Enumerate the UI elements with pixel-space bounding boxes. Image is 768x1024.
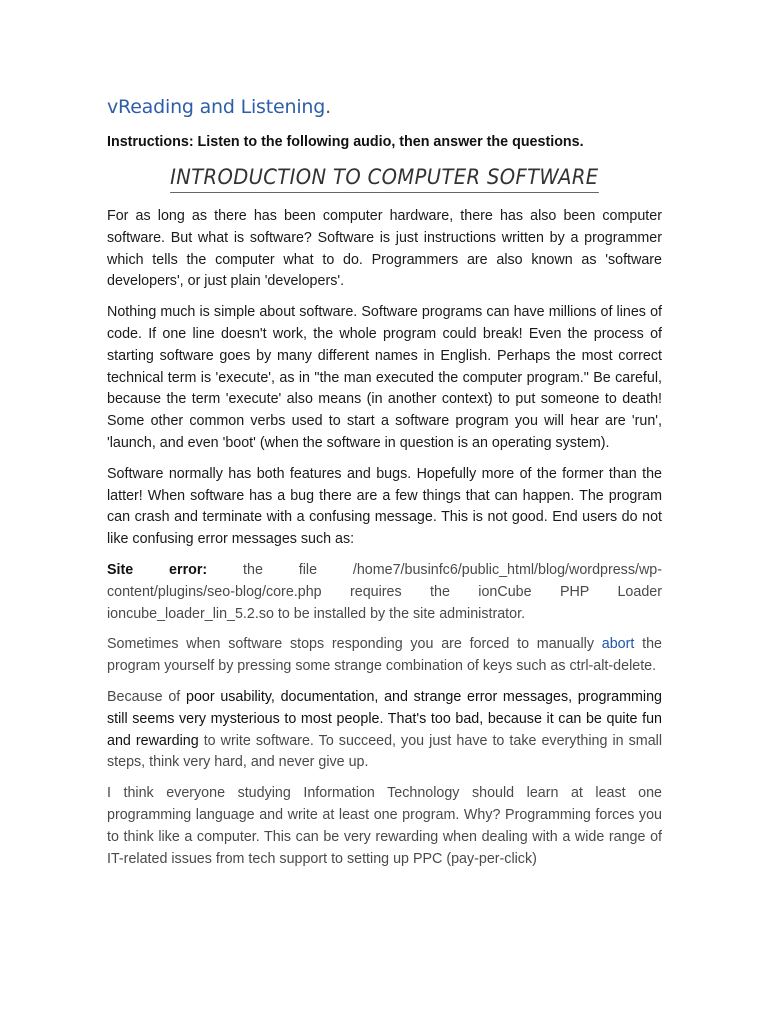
paragraph-3: Software normally has both features and bugs. Hopefully more of the former than the latter! When software has a bug there are a few things that can happen. The program can crash and terminate with a confusing message. This is not good. End users do not like confusing error messages such as: (107, 465, 662, 548)
section-heading-period: . (325, 96, 331, 118)
paragraph-5-before: Sometimes when software stops responding you are forced to manually (107, 636, 602, 653)
abort-link[interactable]: abort (601, 636, 635, 653)
paragraph-1: For as long as there has been computer hardware, there has also been computer software. But what is software? Software is just instructions written by a programmer which tells the computer what to do. Programmers are also known as 'software developers', or just plain 'developers'. (107, 208, 662, 290)
paragraph-error-example (107, 560, 662, 625)
section-heading (107, 92, 662, 122)
paragraph-6 (107, 687, 662, 774)
paragraph-6-end: to write software. To succeed, you just have to take everything in small steps, think very hard, and never give up. (107, 732, 662, 771)
document-title (107, 162, 662, 193)
paragraph-7: I think everyone studying Information Technology should learn at least one programming language and write at least one program. Why? Programming forces you to think like a computer. This can be very rewarding when dealing with a wide range of IT-related issues from tech support to setting up PPC (pay-per-click) (107, 785, 662, 867)
error-message: the file /home7/businfc6/public_html/blog/wordpress/wp-content/plugins/seo-blog/core.php requires the ionCube PHP Loader ioncube_loader_lin_5.2.so to be installed by the site administrator. (107, 561, 662, 622)
paragraph-6-start: Because of (107, 688, 186, 705)
error-label: Site error: (107, 561, 208, 578)
document-title-text: INTRODUCTION TO COMPUTER SOFTWARE (170, 162, 598, 193)
section-heading-text: vReading and Listening (107, 96, 326, 118)
paragraph-5-after: the program yourself by pressing some strange combination of keys such as ctrl-alt-delete. (107, 636, 662, 675)
paragraph-2: Nothing much is simple about software. Software programs can have millions of lines of code. If one line doesn't work, the whole program could break! Even the process of starting software goes by many different names in English. Perhaps the most correct technical term is 'execute', as in "the man executed the computer program." Be careful, because the term 'execute' also means (in another context) to put someone to death! Some other common verbs used to start a software program you will hear are 'run', 'launch, and even 'boot' (when the software in question is an operating system). (107, 304, 662, 451)
instructions-text: Instructions: Listen to the following audio, then answer the questions. (107, 134, 584, 150)
document-content (107, 92, 662, 879)
paragraph-6-middle: poor usability, documentation, and strange error messages, programming still seems very mysterious to most people. That's too bad, because it can be quite fun and rewarding (107, 688, 663, 749)
paragraph-5 (107, 634, 662, 678)
